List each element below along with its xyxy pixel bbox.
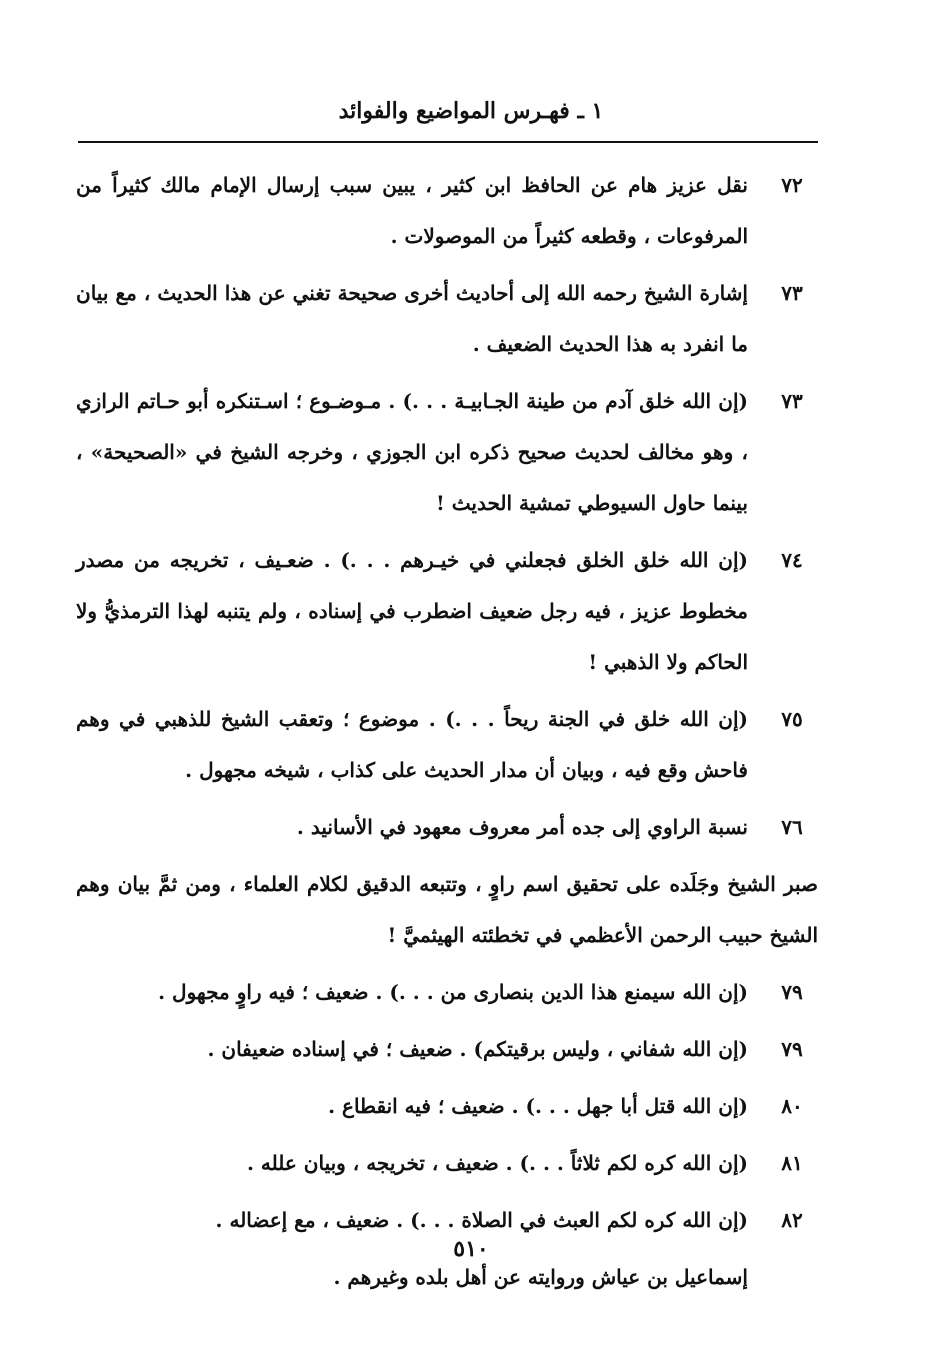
entry-text: (إن الله شفاني ، وليس برقيتكم) . ضعيف ؛ في إسناده ضعيفان . [207,1037,748,1061]
entry-text: (إن الله خلق في الجنة ريحاً . . .) . موضوع ؛ وتعقب الشيخ للذهبي في وهم فاحش وقع فيه ، وبيان أن مدار الحديث على كذاب ، شيخه مجهول . [76,707,748,782]
index-entry [76,967,818,1018]
entry-page-number: ٧٩ [781,1037,803,1061]
entry-page-number: ٧٣ [781,281,803,305]
index-entry-continuation [76,859,818,961]
page-header-title: ١ ـ فهـرس المواضيع والفوائد [338,98,604,124]
entry-page-number: ٧٥ [781,707,803,731]
entry-text: (إن الله قتل أبا جهل . . .) . ضعيف ؛ فيه انقطاع . [328,1094,748,1118]
header-divider [78,141,818,143]
index-entry [76,802,818,853]
index-entry [76,1024,818,1075]
index-entry [76,535,818,688]
entry-page-number: ٨٠ [781,1094,803,1118]
entry-text: نقل عزيز هام عن الحافظ ابن كثير ، يبين سبب إرسال الإمام مالك كثيراً من المرفوعات ، وقطعه كثيراً من الموصولات . [76,173,748,248]
index-entries-list [76,160,818,1309]
entry-text: (إن الله خلق آدم من طينة الجـابيـة . . .) . مـوضـوع ؛ اسـتنكره أبو حـاتم الرازي ، وهو مخالف لحديث صحيح ذكره ابن الجوزي ، وخرجه الشيخ في «الصحيحة» ، بينما حاول السيوطي تمشية الحديث ! [76,389,748,515]
index-entry [76,268,818,370]
entry-text: (إن الله خلق الخلق فجعلني في خيـرهم . . .) . ضعـيف ، تخريجه من مصدر مخطوط عزيز ، فيه رجل ضعيف اضطرب في إسناده ، ولم يتنبه لهذا الترمذيُّ ولا الحاكم ولا الذهبي ! [76,548,748,674]
entry-page-number: ٧٢ [781,173,803,197]
entry-page-number: ٧٣ [781,389,803,413]
entry-page-number: ٧٦ [781,815,803,839]
entry-page-number: ٧٤ [781,548,803,572]
index-entry [76,160,818,262]
index-entry [76,1081,818,1132]
entry-page-number: ٨١ [781,1151,803,1175]
entry-text: صبر الشيخ وجَلَده على تحقيق اسم راوٍ ، وتتبعه الدقيق لكلام العلماء ، ومن ثمَّ بيان وهم الشيخ حبيب الرحمن الأعظمي في تخطئته الهيثميَّ ! [76,872,818,947]
entry-page-number: ٧٩ [781,980,803,1004]
entry-text: (إن الله كره لكم ثلاثاً . . .) . ضعيف ، تخريجه ، وبيان علله . [247,1151,748,1175]
index-entry [76,694,818,796]
entry-text: (إن الله كره لكم العبث في الصلاة . . .) . ضعيف ، مع إعضاله . [215,1208,748,1232]
page-number: ٥١٠ [453,1236,489,1262]
index-entry [76,1138,818,1189]
entry-text: (إن الله سيمنع هذا الدين بنصارى من . . .) . ضعيف ؛ فيه راوٍ مجهول . [158,980,748,1004]
index-entry [76,376,818,529]
entry-text: إسماعيل بن عياش وروايته عن أهل بلده وغيرهم . [333,1265,748,1289]
entry-text: نسبة الراوي إلى جده أمر معروف معهود في الأسانيد . [296,815,748,839]
entry-page-number: ٨٢ [781,1208,803,1232]
entry-text: إشارة الشيخ رحمه الله إلى أحاديث أخرى صحيحة تغني عن هذا الحديث ، مع بيان ما انفرد به هذا الحديث الضعيف . [76,281,748,356]
